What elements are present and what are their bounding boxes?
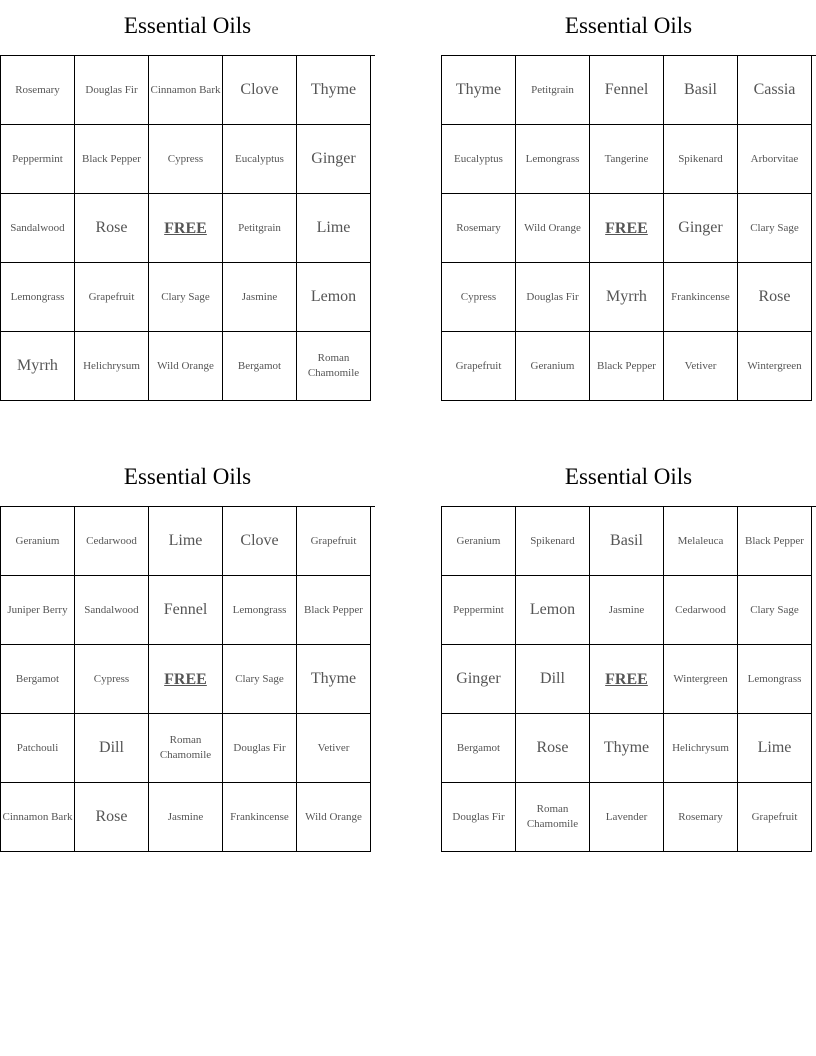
bingo-cell: Ginger	[664, 194, 738, 263]
bingo-cell: Arborvitae	[738, 125, 812, 194]
bingo-cell: Douglas Fir	[442, 783, 516, 852]
bingo-cell: Cypress	[149, 125, 223, 194]
bingo-cell: Eucalyptus	[442, 125, 516, 194]
bingo-cell: Lemongrass	[1, 263, 75, 332]
bingo-cell: Helichrysum	[664, 714, 738, 783]
bingo-cell: Tangerine	[590, 125, 664, 194]
bingo-cell: Lime	[738, 714, 812, 783]
bingo-cell: Wintergreen	[664, 645, 738, 714]
bingo-cell: Black Pepper	[738, 507, 812, 576]
card-title: Essential Oils	[123, 464, 252, 489]
bingo-cell: Black Pepper	[590, 332, 664, 401]
bingo-cell: Black Pepper	[75, 125, 149, 194]
bingo-cell: Juniper Berry	[1, 576, 75, 645]
free-space-cell: FREE	[590, 194, 664, 263]
bingo-cell: Basil	[590, 507, 664, 576]
bingo-cell: Clary Sage	[738, 576, 812, 645]
bingo-grid	[0, 506, 375, 852]
bingo-cell: Bergamot	[1, 645, 75, 714]
bingo-cell: Lemongrass	[738, 645, 812, 714]
bingo-cell: Rose	[516, 714, 590, 783]
bingo-cell: Sandalwood	[1, 194, 75, 263]
bingo-cell: Myrrh	[590, 263, 664, 332]
bingo-cell: Clove	[223, 507, 297, 576]
bingo-cell: Thyme	[297, 645, 371, 714]
bingo-cell: Spikenard	[516, 507, 590, 576]
bingo-cell: Geranium	[1, 507, 75, 576]
bingo-cell: Bergamot	[442, 714, 516, 783]
bingo-cell: Grapefruit	[75, 263, 149, 332]
bingo-cell: Jasmine	[149, 783, 223, 852]
bingo-card	[0, 459, 375, 852]
bingo-cell: Clary Sage	[223, 645, 297, 714]
bingo-cell: Rose	[75, 194, 149, 263]
card-title: Essential Oils	[123, 13, 252, 38]
bingo-cell: Wild Orange	[516, 194, 590, 263]
bingo-cell: Thyme	[442, 56, 516, 125]
bingo-cell: Jasmine	[223, 263, 297, 332]
bingo-cell: Petitgrain	[223, 194, 297, 263]
bingo-cell: Spikenard	[664, 125, 738, 194]
bingo-cell: Rose	[738, 263, 812, 332]
bingo-cell: Vetiver	[664, 332, 738, 401]
bingo-cell: Clove	[223, 56, 297, 125]
bingo-cell: Vetiver	[297, 714, 371, 783]
bingo-cell: Ginger	[442, 645, 516, 714]
card-title: Essential Oils	[564, 13, 693, 38]
bingo-cell: Petitgrain	[516, 56, 590, 125]
bingo-cell: Ginger	[297, 125, 371, 194]
bingo-cell: Melaleuca	[664, 507, 738, 576]
bingo-cell: Rose	[75, 783, 149, 852]
bingo-cell: Rosemary	[664, 783, 738, 852]
bingo-cell: Lavender	[590, 783, 664, 852]
bingo-cell: Geranium	[516, 332, 590, 401]
bingo-cell: Eucalyptus	[223, 125, 297, 194]
bingo-cell: Grapefruit	[738, 783, 812, 852]
bingo-cell: Roman Chamomile	[297, 332, 371, 401]
bingo-card	[441, 459, 816, 852]
bingo-cell: Myrrh	[1, 332, 75, 401]
bingo-cell: Cinnamon Bark	[149, 56, 223, 125]
bingo-cell: Roman Chamomile	[516, 783, 590, 852]
bingo-cell: Rosemary	[1, 56, 75, 125]
bingo-cell: Cypress	[75, 645, 149, 714]
bingo-cell: Sandalwood	[75, 576, 149, 645]
bingo-cell: Thyme	[590, 714, 664, 783]
bingo-cell: Lemongrass	[516, 125, 590, 194]
bingo-cell: Cedarwood	[664, 576, 738, 645]
bingo-grid	[441, 55, 816, 401]
bingo-cell: Grapefruit	[297, 507, 371, 576]
bingo-cell: Patchouli	[1, 714, 75, 783]
bingo-cell: Cypress	[442, 263, 516, 332]
bingo-cell: Fennel	[149, 576, 223, 645]
free-space-cell: FREE	[149, 645, 223, 714]
bingo-cell: Douglas Fir	[516, 263, 590, 332]
bingo-cell: Wintergreen	[738, 332, 812, 401]
bingo-cell: Rosemary	[442, 194, 516, 263]
bingo-cell: Wild Orange	[149, 332, 223, 401]
bingo-cell: Cassia	[738, 56, 812, 125]
bingo-cell: Bergamot	[223, 332, 297, 401]
bingo-cell: Peppermint	[442, 576, 516, 645]
bingo-cell: Dill	[75, 714, 149, 783]
bingo-cell: Douglas Fir	[75, 56, 149, 125]
bingo-cell: Lemon	[297, 263, 371, 332]
bingo-cell: Basil	[664, 56, 738, 125]
bingo-cell: Geranium	[442, 507, 516, 576]
bingo-cell: Clary Sage	[149, 263, 223, 332]
bingo-cell: Black Pepper	[297, 576, 371, 645]
bingo-card	[0, 8, 375, 401]
free-space-cell: FREE	[590, 645, 664, 714]
bingo-cell: Fennel	[590, 56, 664, 125]
bingo-grid	[441, 506, 816, 852]
bingo-cell: Cedarwood	[75, 507, 149, 576]
bingo-cell: Douglas Fir	[223, 714, 297, 783]
bingo-cell: Dill	[516, 645, 590, 714]
bingo-cell: Frankincense	[664, 263, 738, 332]
bingo-cell: Lemon	[516, 576, 590, 645]
bingo-grid	[0, 55, 375, 401]
bingo-cell: Lemongrass	[223, 576, 297, 645]
bingo-cell: Lime	[297, 194, 371, 263]
bingo-cell: Jasmine	[590, 576, 664, 645]
bingo-cell: Clary Sage	[738, 194, 812, 263]
free-space-cell: FREE	[149, 194, 223, 263]
bingo-cell: Lime	[149, 507, 223, 576]
bingo-cell: Roman Chamomile	[149, 714, 223, 783]
bingo-cell: Grapefruit	[442, 332, 516, 401]
bingo-cell: Helichrysum	[75, 332, 149, 401]
bingo-cell: Cinnamon Bark	[1, 783, 75, 852]
bingo-cell: Thyme	[297, 56, 371, 125]
bingo-cell: Wild Orange	[297, 783, 371, 852]
bingo-card	[441, 8, 816, 401]
bingo-cell: Frankincense	[223, 783, 297, 852]
card-title: Essential Oils	[564, 464, 693, 489]
bingo-cell: Peppermint	[1, 125, 75, 194]
